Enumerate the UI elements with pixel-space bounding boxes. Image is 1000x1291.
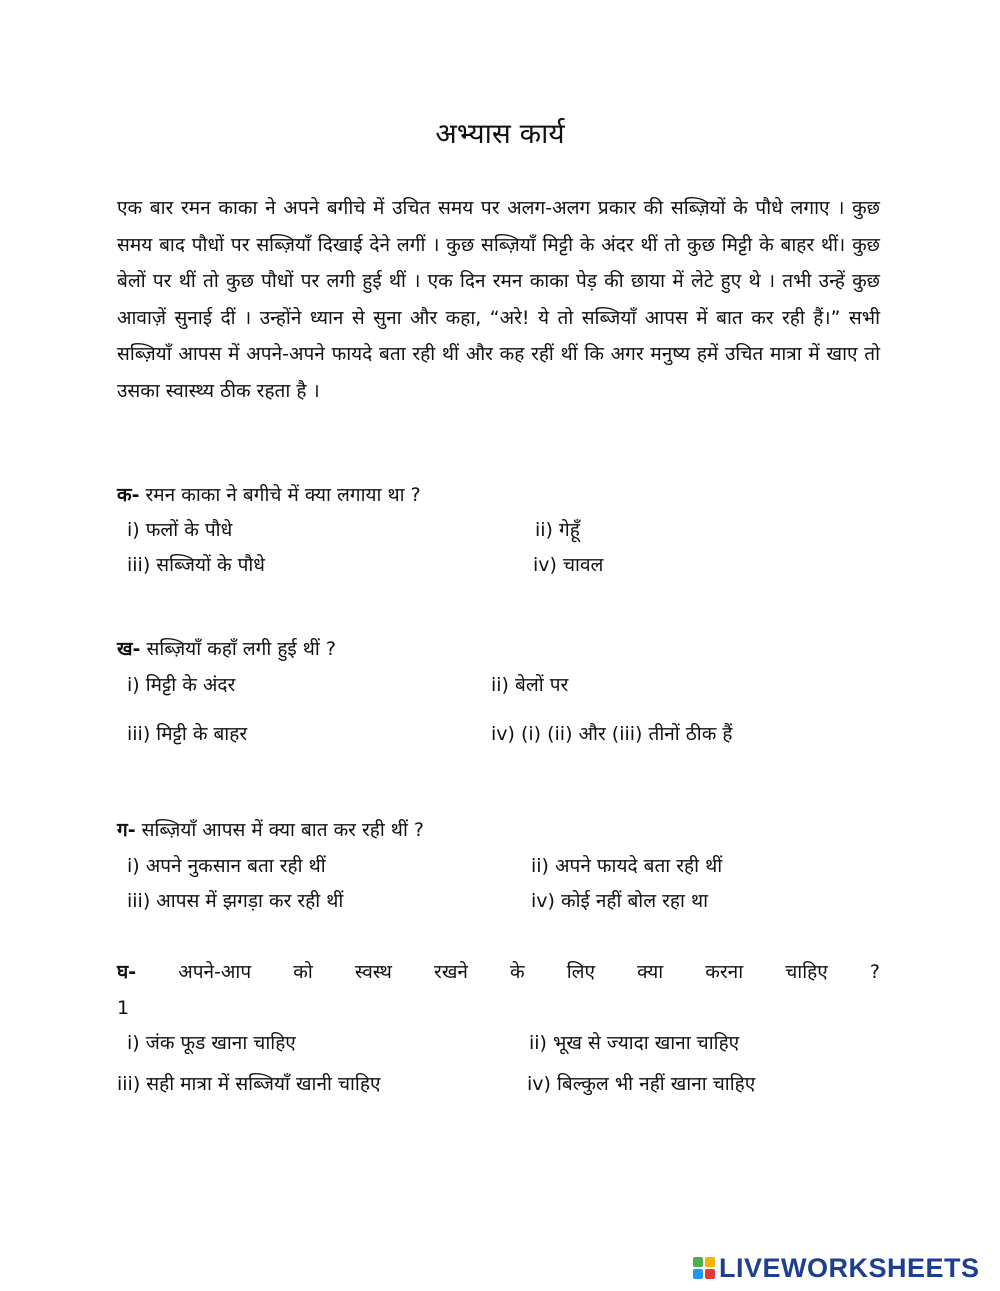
option-ka-3[interactable]: iii) सब्जियों के पौधे bbox=[127, 554, 265, 576]
option-ka-1[interactable]: i) फलों के पौधे bbox=[127, 519, 233, 541]
option-ka-4[interactable]: iv) चावल bbox=[533, 554, 604, 576]
option-ga-2[interactable]: ii) अपने फायदे बता रही थीं bbox=[531, 855, 723, 877]
worksheet-title: अभ्यास कार्य bbox=[435, 117, 565, 150]
logo-square bbox=[693, 1269, 703, 1279]
logo-square bbox=[705, 1257, 715, 1267]
logo-square bbox=[705, 1269, 715, 1279]
question-word: के bbox=[510, 961, 525, 983]
question-gha-wrap: 1 bbox=[117, 997, 130, 1019]
question-word: स्वस्थ bbox=[354, 961, 392, 983]
question-word: रखने bbox=[434, 961, 468, 983]
question-ka bbox=[117, 480, 421, 510]
option-kha-1[interactable]: i) मिट्टी के अंदर bbox=[127, 674, 236, 696]
option-kha-2[interactable]: ii) बेलों पर bbox=[491, 674, 569, 696]
question-label: क- bbox=[117, 484, 140, 506]
question-text: सब्ज़ियाँ कहाँ लगी हुई थीं ? bbox=[146, 638, 336, 660]
question-gha bbox=[117, 957, 880, 987]
option-gha-3[interactable]: iii) सही मात्रा में सब्जियाँ खानी चाहिए bbox=[117, 1073, 381, 1095]
option-ka-2[interactable]: ii) गेहूँ bbox=[535, 519, 580, 541]
reading-passage: एक बार रमन काका ने अपने बगीचे में उचित समय पर अलग-अलग प्रकार की सब्ज़ियों के पौधे लगाए । कुछ समय बाद पौधों पर सब्ज़ियाँ दिखाई देने लगीं । कुछ सब्ज़ियाँ मिट्टी के अंदर थीं तो कुछ मिट्टी के बाहर थीं। कुछ बेलों पर थीं तो कुछ पौधों पर लगी हुई थीं । एक दिन रमन काका पेड़ की छाया में लेटे हुए थे । तभी उन्हें कुछ आवाज़ें सुनाई दीं । उन्होंने ध्यान से सुना और कहा, “अरे! ये तो सब्जियाँ आपस में बात कर रही हैं।” सभी सब्ज़ियाँ आपस में अपने-अपने फायदे बता रही थीं और कह रहीं थीं कि अगर मनुष्य हमें उचित मात्रा में खाए तो उसका स्वास्थ्य ठीक रहता है । bbox=[117, 197, 880, 402]
question-word: को bbox=[293, 961, 313, 983]
option-kha-4[interactable]: iv) (i) (ii) और (iii) तीनों ठीक हैं bbox=[491, 723, 733, 745]
option-kha-3[interactable]: iii) मिट्टी के बाहर bbox=[127, 723, 248, 745]
liveworksheets-logo[interactable] bbox=[693, 1251, 980, 1285]
option-ga-4[interactable]: iv) कोई नहीं बोल रहा था bbox=[531, 890, 709, 912]
question-word: चाहिए bbox=[785, 961, 828, 983]
logo-square bbox=[693, 1257, 703, 1267]
question-word: क्या bbox=[637, 961, 664, 983]
question-word: अपने-आप bbox=[178, 961, 252, 983]
question-text: रमन काका ने बगीचे में क्या लगाया था ? bbox=[145, 484, 421, 506]
logo-text: LIVEWORKSHEETS bbox=[719, 1252, 980, 1283]
question-word: करना bbox=[705, 961, 744, 983]
question-label: ग- bbox=[117, 819, 136, 841]
question-text: सब्ज़ियाँ आपस में क्या बात कर रही थीं ? bbox=[141, 819, 424, 841]
question-kha bbox=[117, 634, 336, 664]
option-ga-1[interactable]: i) अपने नुकसान बता रही थीं bbox=[127, 855, 326, 877]
question-word: लिए bbox=[566, 961, 595, 983]
option-ga-3[interactable]: iii) आपस में झगड़ा कर रही थीं bbox=[127, 890, 344, 912]
question-label: घ- bbox=[117, 961, 137, 983]
question-word: ? bbox=[869, 961, 880, 983]
option-gha-1[interactable]: i) जंक फूड खाना चाहिए bbox=[127, 1032, 296, 1054]
option-gha-4[interactable]: iv) बिल्कुल भी नहीं खाना चाहिए bbox=[527, 1073, 756, 1095]
option-gha-2[interactable]: ii) भूख से ज्यादा खाना चाहिए bbox=[529, 1032, 740, 1054]
question-label: ख- bbox=[117, 638, 141, 660]
question-ga bbox=[117, 815, 424, 845]
liveworksheets-logo-icon bbox=[693, 1257, 715, 1279]
